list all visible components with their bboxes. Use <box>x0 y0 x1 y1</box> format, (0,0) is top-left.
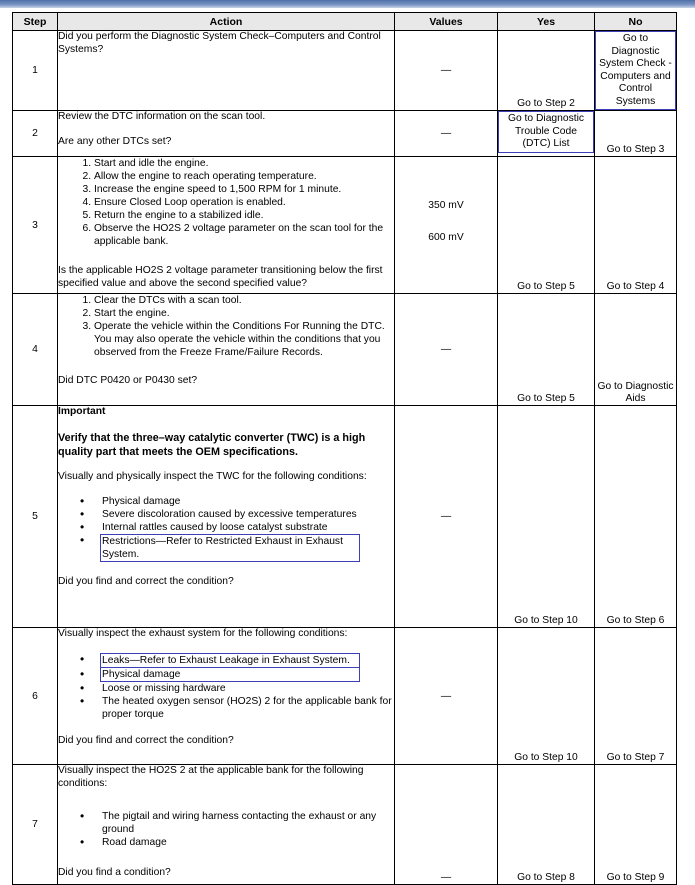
value-cell: — <box>395 628 498 765</box>
list-item: • Physical damage <box>102 495 394 508</box>
header-no: No <box>595 13 677 31</box>
value-low: 350 mV <box>428 200 464 211</box>
restricted-exhaust-link[interactable]: Restrictions—Refer to Restricted Exhaust in Exhaust System. <box>100 534 360 562</box>
yes-link[interactable]: Go to Step 10 <box>498 628 595 765</box>
value-cell: — <box>395 294 498 406</box>
action-cell <box>58 406 395 628</box>
action-question: Did DTC P0420 or P0430 set? <box>58 375 198 386</box>
action-question: Are any other DTCs set? <box>58 135 172 147</box>
procedure-list <box>58 157 394 248</box>
value-cell: — <box>395 765 498 885</box>
value-cell: — <box>395 31 498 111</box>
action-cell <box>58 111 395 157</box>
list-item <box>102 668 394 682</box>
action-question: Did you find a condition? <box>58 867 171 878</box>
step-number: 7 <box>13 765 58 885</box>
no-cell <box>595 31 677 111</box>
list-item: 6. Observe the HO2S 2 voltage parameter on the scan tool for the applicable bank. <box>94 222 394 248</box>
no-link[interactable]: Go to Step 4 <box>595 157 677 294</box>
list-item: • The heated oxygen sensor (HO2S) 2 for the applicable bank for proper torque <box>102 695 394 721</box>
step-number: 5 <box>13 406 58 628</box>
important-label: Important <box>58 406 106 417</box>
header-yes: Yes <box>498 13 595 31</box>
no-link[interactable]: Go to Diagnostic System Check - Computers and Control Systems <box>595 31 676 110</box>
condition-list <box>58 653 394 721</box>
step-number: 1 <box>13 31 58 111</box>
action-question: Did you find and correct the condition? <box>58 734 234 746</box>
table-row <box>13 628 677 765</box>
table-row <box>13 406 677 628</box>
value-cell: — <box>395 111 498 157</box>
no-link[interactable]: Go to Step 3 <box>595 111 677 157</box>
step-number: 2 <box>13 111 58 157</box>
action-cell <box>58 294 395 406</box>
table-row <box>13 31 677 111</box>
yes-link[interactable]: Go to Step 5 <box>498 157 595 294</box>
action-cell <box>58 765 395 885</box>
action-intro: Visually inspect the exhaust system for the following conditions: <box>58 628 348 639</box>
yes-link[interactable]: Go to Diagnostic Trouble Code (DTC) List <box>498 111 594 153</box>
table-row <box>13 111 677 157</box>
list-item: • Internal rattles caused by loose catalyst substrate <box>102 521 394 534</box>
action-intro: Visually and physically inspect the TWC for the following conditions: <box>58 470 367 482</box>
yes-link[interactable]: Go to Step 2 <box>498 31 595 111</box>
list-item: • Road damage <box>102 836 394 849</box>
no-link[interactable]: Go to Diagnostic Aids <box>595 294 677 406</box>
table-row <box>13 765 677 885</box>
list-item: 2. Allow the engine to reach operating temperature. <box>94 170 394 183</box>
list-item: 5. Return the engine to a stabilized idle. <box>94 209 394 222</box>
list-item: 3. Increase the engine speed to 1,500 RPM for 1 minute. <box>94 183 394 196</box>
list-item: 1. Clear the DTCs with a scan tool. <box>94 294 394 307</box>
action-text: Review the DTC information on the scan tool. <box>58 111 266 122</box>
header-values: Values <box>395 13 498 31</box>
diagnostic-table <box>12 12 677 885</box>
list-item: • Loose or missing hardware <box>102 682 394 695</box>
exhaust-leakage-link[interactable]: Leaks—Refer to Exhaust Leakage in Exhaust System. <box>100 653 360 668</box>
value-cell <box>395 157 498 294</box>
value-high: 600 mV <box>428 232 464 243</box>
physical-damage-item: Physical damage <box>100 668 360 682</box>
action-question: Did you perform the Diagnostic System Check–Computers and Control Systems? <box>58 31 381 55</box>
no-link[interactable]: Go to Step 7 <box>595 628 677 765</box>
header-step: Step <box>13 13 58 31</box>
condition-list <box>58 495 394 562</box>
yes-link[interactable]: Go to Step 5 <box>498 294 595 406</box>
action-cell <box>58 157 395 294</box>
action-cell <box>58 31 395 111</box>
list-item: 4. Ensure Closed Loop operation is enabled. <box>94 196 394 209</box>
yes-link[interactable]: Go to Step 10 <box>498 406 595 628</box>
table-row <box>13 294 677 406</box>
no-link[interactable]: Go to Step 6 <box>595 406 677 628</box>
value-cell: — <box>395 406 498 628</box>
action-question: Did you find and correct the condition? <box>58 576 234 587</box>
table-row <box>13 157 677 294</box>
list-item: 2. Start the engine. <box>94 307 394 320</box>
list-item <box>102 534 394 562</box>
list-item <box>102 653 394 668</box>
list-item: • The pigtail and wiring harness contacting the exhaust or any ground <box>102 810 394 836</box>
action-cell <box>58 628 395 765</box>
action-intro: Visually inspect the HO2S 2 at the applicable bank for the following conditions: <box>58 765 364 789</box>
important-note: Verify that the three–way catalytic converter (TWC) is a high quality part that meets the OEM specifications. <box>58 431 366 458</box>
list-item: • Severe discoloration caused by excessive temperatures <box>102 508 394 521</box>
step-number: 4 <box>13 294 58 406</box>
no-link[interactable]: Go to Step 9 <box>595 765 677 885</box>
yes-link[interactable]: Go to Step 8 <box>498 765 595 885</box>
condition-list <box>58 810 394 849</box>
step-number: 6 <box>13 628 58 765</box>
action-question: Is the applicable HO2S 2 voltage parameter transitioning below the first specified value and above the second specified value? <box>58 265 383 289</box>
list-item: 1. Start and idle the engine. <box>94 157 394 170</box>
list-item: 3. Operate the vehicle within the Conditions For Running the DTC. You may also operate the vehicle within the conditions that you observed from the Freeze Frame/Failure Records. <box>94 320 394 359</box>
step-number: 3 <box>13 157 58 294</box>
procedure-list <box>58 294 394 359</box>
top-banner <box>0 0 695 8</box>
header-action: Action <box>58 13 395 31</box>
header-row <box>13 13 677 31</box>
yes-cell <box>498 111 595 157</box>
